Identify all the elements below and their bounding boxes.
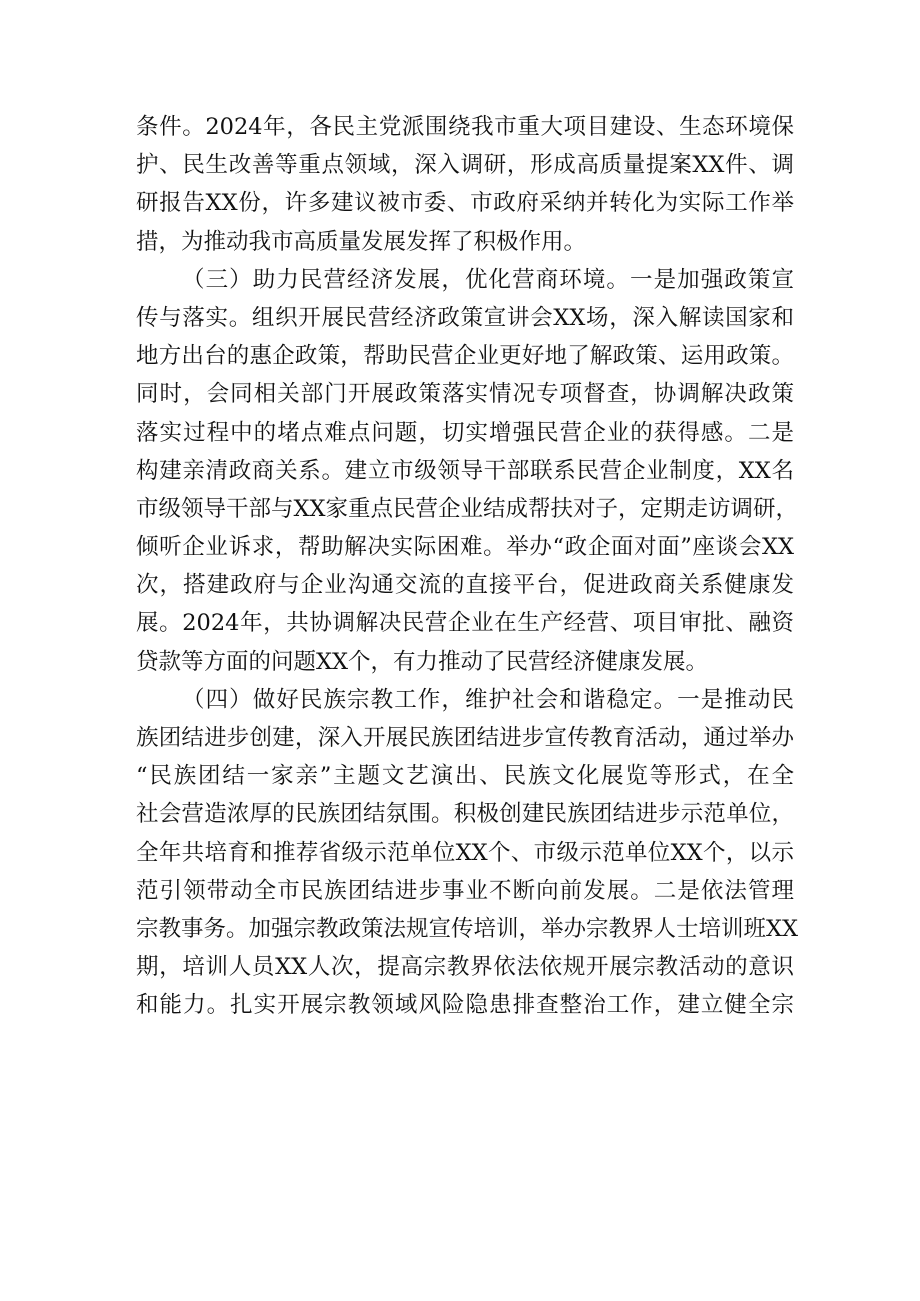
paragraph-section-3 [136, 261, 799, 681]
text-line: 同时，会同相关部门开展政策落实情况专项督查，协调解决政策 [136, 381, 794, 408]
text-line: 范引领带动全市民族团结进步事业不断向前发展。二是依法管理 [136, 877, 794, 904]
text-line: 展。2024年，共协调解决民营企业在生产经营、项目审批、融资 [136, 610, 794, 637]
text-line: 落实过程中的堵点难点问题，切实增强民营企业的获得感。二是 [136, 419, 794, 446]
text-line: 条件。2024年，各民主党派围绕我市重大项目建设、生态环境保 [136, 114, 794, 140]
text-line: 期，培训人员XX人次，提高宗教界依法依规开展宗教活动的意识 [136, 954, 794, 981]
text-line: 倾听企业诉求，帮助解决实际困难。举办“政企面对面”座谈会XX [136, 534, 794, 561]
text-line: 措，为推动我市高质量发展发挥了积极作用。 [136, 228, 587, 255]
body-text [136, 108, 799, 1025]
text-line: 和能力。扎实开展宗教领域风险隐患排查整治工作，建立健全宗 [136, 992, 794, 1019]
text-line: 贷款等方面的问题XX个，有力推动了民营经济健康发展。 [136, 648, 709, 675]
text-line: 护、民生改善等重点领域，深入调研，形成高质量提案XX件、调 [136, 152, 794, 179]
text-line: 次，搭建政府与企业沟通交流的直接平台，促进政商关系健康发 [136, 572, 794, 599]
text-line: 宗教事务。加强宗教政策法规宣传培训，举办宗教界人士培训班XX [136, 915, 799, 942]
text-line: 市级领导干部与XX家重点民营企业结成帮扶对子，定期走访调研， [136, 495, 799, 522]
section-heading-line: （四）做好民族宗教工作，维护社会和谐稳定。一是推动民 [182, 686, 794, 713]
text-line: 构建亲清政商关系。建立市级领导干部联系民营企业制度，XX名 [136, 457, 794, 484]
text-line: 社会营造浓厚的民族团结氛围。积极创建民族团结进步示范单位， [136, 801, 794, 828]
text-line: 全年共培育和推荐省级示范单位XX个、市级示范单位XX个，以示 [136, 839, 794, 866]
paragraph-continuation [136, 108, 794, 261]
text-line: 研报告XX份，许多建议被市委、市政府采纳并转化为实际工作举 [136, 190, 794, 217]
text-line: “民族团结一家亲”主题文艺演出、民族文化展览等形式，在全 [136, 763, 794, 790]
section-heading-line: （三）助力民营经济发展，优化营商环境。一是加强政策宣 [182, 266, 794, 293]
paragraph-section-4 [136, 681, 799, 1025]
text-line: 传与落实。组织开展民营经济政策宣讲会XX场，深入解读国家和 [136, 304, 794, 331]
text-line: 地方出台的惠企政策，帮助民营企业更好地了解政策、运用政策。 [136, 343, 794, 370]
text-line: 族团结进步创建，深入开展民族团结进步宣传教育活动，通过举办 [136, 725, 794, 751]
